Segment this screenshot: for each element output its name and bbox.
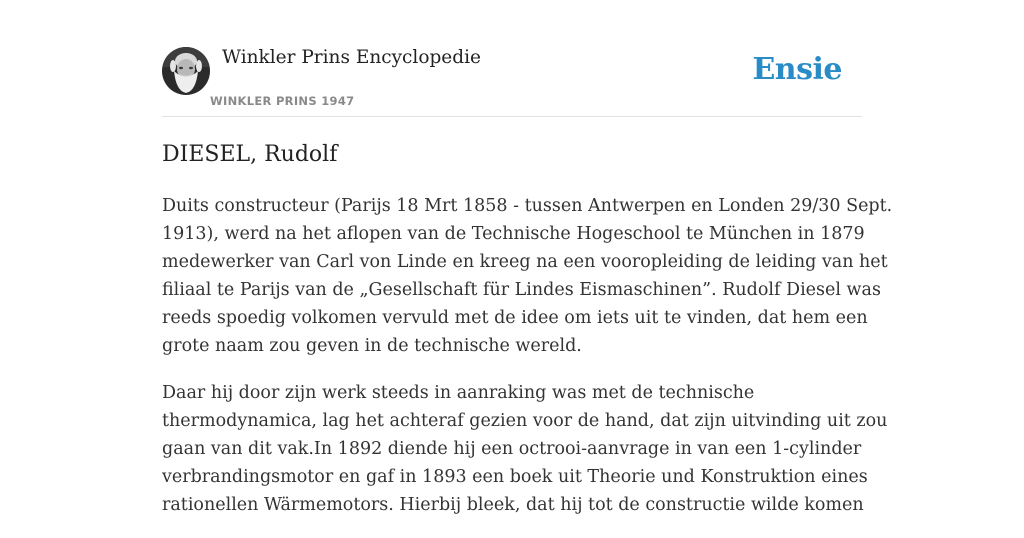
paragraph-line: medewerker van Carl von Linde en kreeg na een vooropleiding de leiding van het	[162, 252, 888, 272]
header	[162, 46, 862, 117]
paragraph-line: gaan van dit vak.In 1892 diende hij een octrooi-aanvrage in van een 1-cylinder	[162, 439, 862, 459]
paragraph-line: 1913), werd na het aflopen van de Technische Hogeschool te München in 1879	[162, 224, 865, 244]
paragraph-line: thermodynamica, lag het achteraf gezien voor de hand, dat zijn uitvinding uit zou	[162, 411, 888, 431]
paragraph-line: Daar hij door zijn werk steeds in aanraking was met de technische	[162, 383, 755, 403]
paragraph-line: verbrandingsmotor en gaf in 1893 een boek uit Theorie und Konstruktion eines	[162, 467, 868, 487]
article-paragraph	[162, 379, 888, 519]
paragraph-line: grote naam zou geven in de technische wereld.	[162, 336, 582, 356]
bearded-man-portrait-icon	[162, 47, 210, 95]
source-edition[interactable]: WINKLER PRINS 1947	[210, 94, 355, 108]
paragraph-line: rationellen Wärmemotors. Hierbij bleek, dat hij tot de constructie wilde komen	[162, 495, 864, 515]
brand-logo[interactable]: Ensie	[752, 52, 842, 87]
paragraph-line: Duits constructeur (Parijs 18 Mrt 1858 - tussen Antwerpen en Londen 29/30 Sept.	[162, 196, 893, 216]
article-body	[162, 192, 893, 538]
paragraph-line: reeds spoedig volkomen vervuld met de idee om iets uit te vinden, dat hem een	[162, 308, 868, 328]
source-avatar[interactable]	[162, 47, 210, 95]
article-title: DIESEL, Rudolf	[162, 142, 338, 167]
article-paragraph	[162, 192, 893, 360]
source-name[interactable]: Winkler Prins Encyclopedie	[222, 47, 481, 68]
page	[162, 0, 893, 515]
paragraph-line: filiaal te Parijs van de „Gesellschaft für Lindes Eismaschinen”. Rudolf Diesel was	[162, 280, 881, 300]
